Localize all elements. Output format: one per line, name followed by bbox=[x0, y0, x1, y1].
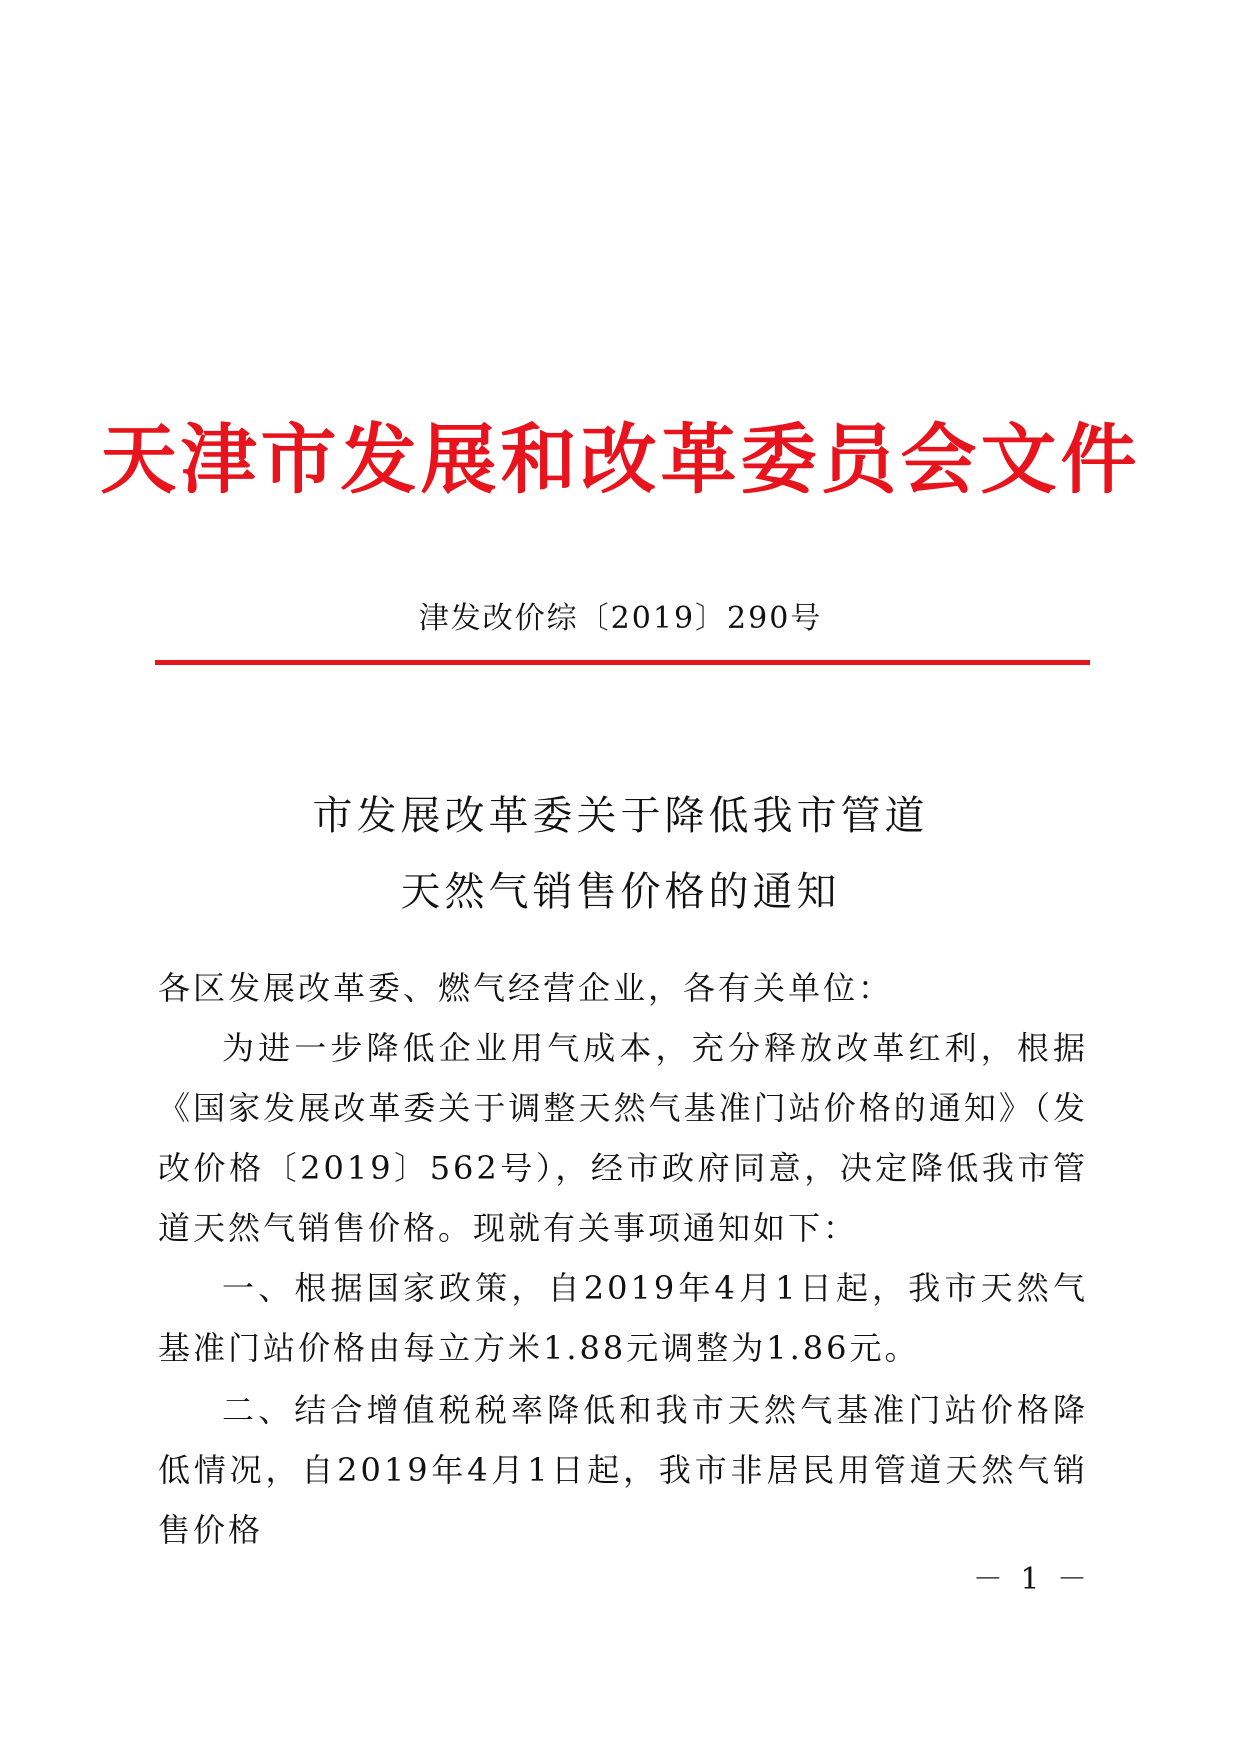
issuer-title: 天津市发展和改革委员会文件 bbox=[100, 415, 1141, 504]
notice-title bbox=[0, 778, 1241, 930]
red-divider bbox=[155, 660, 1090, 665]
notice-title-line-1: 市发展改革委关于降低我市管道 bbox=[312, 793, 929, 839]
page-number: － 1 － bbox=[972, 1562, 1091, 1597]
document-number: 津发改价综〔2019〕290号 bbox=[418, 601, 823, 636]
item-one-paragraph: 一、根据国家政策，自2019年4月1日起，我市天然气基准门站价格由每立方米1.88元调整为1.86元。 bbox=[158, 1269, 1088, 1367]
notice-body bbox=[158, 958, 1088, 1560]
intro-paragraph: 为进一步降低企业用气成本，充分释放改革红利，根据《国家发展改革委关于调整天然气基准门站价格的通知》（发改价格〔2019〕562号），经市政府同意，决定降低我市管道天然气销售价格。现就有关事项通知如下： bbox=[158, 1029, 1088, 1247]
item-two-paragraph: 二、结合增值税税率降低和我市天然气基准门站价格降低情况，自2019年4月1日起，我市非居民用管道天然气销售价格 bbox=[158, 1391, 1088, 1549]
notice-title-line-2: 天然气销售价格的通知 bbox=[400, 869, 841, 915]
salutation: 各区发展改革委、燃气经营企业，各有关单位： bbox=[158, 969, 894, 1007]
